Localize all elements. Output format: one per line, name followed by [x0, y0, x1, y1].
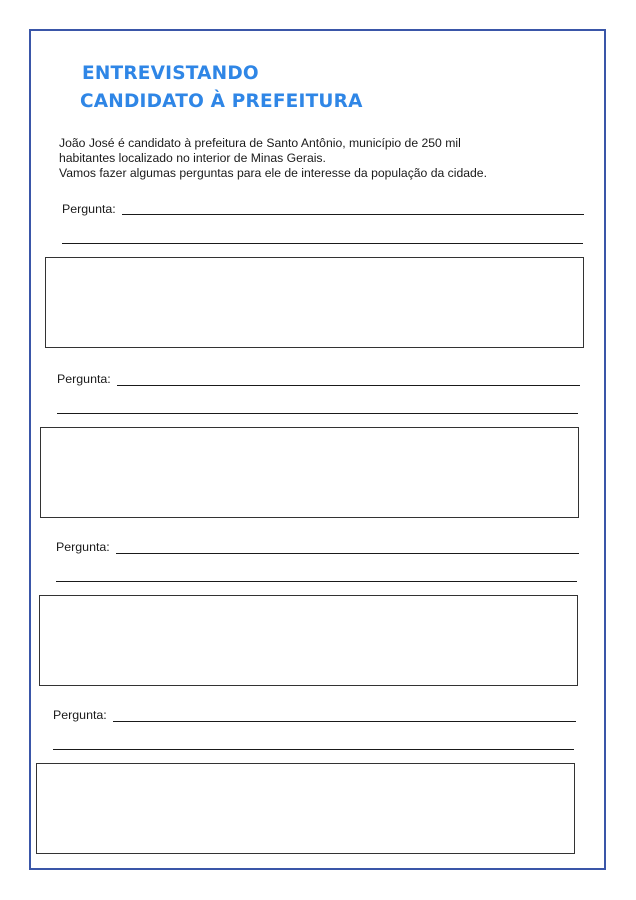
question-write-line[interactable]: [122, 214, 584, 215]
answer-box[interactable]: [39, 595, 578, 686]
question-write-line[interactable]: [117, 385, 580, 386]
intro-line: João José é candidato à prefeitura de Santo Antônio, município de 250 mil: [59, 136, 461, 150]
question-write-line[interactable]: [57, 413, 578, 414]
answer-box[interactable]: [45, 257, 584, 348]
question-write-line[interactable]: [113, 721, 576, 722]
intro-paragraph: [59, 136, 487, 181]
question-write-line[interactable]: [62, 243, 583, 244]
question-label: Pergunta:: [56, 540, 110, 554]
question-label: Pergunta:: [62, 202, 116, 216]
page-title-line1: ENTREVISTANDO: [82, 63, 259, 84]
intro-line: habitantes localizado no interior de Minas Gerais.: [59, 151, 326, 165]
question-label: Pergunta:: [57, 372, 111, 386]
question-write-line[interactable]: [53, 749, 574, 750]
answer-box[interactable]: [36, 763, 575, 854]
page-title-line2: CANDIDATO À PREFEITURA: [80, 91, 363, 112]
question-write-line[interactable]: [116, 553, 579, 554]
answer-box[interactable]: [40, 427, 579, 518]
question-write-line[interactable]: [56, 581, 577, 582]
question-label: Pergunta:: [53, 708, 107, 722]
intro-line: Vamos fazer algumas perguntas para ele de interesse da população da cidade.: [59, 166, 487, 180]
